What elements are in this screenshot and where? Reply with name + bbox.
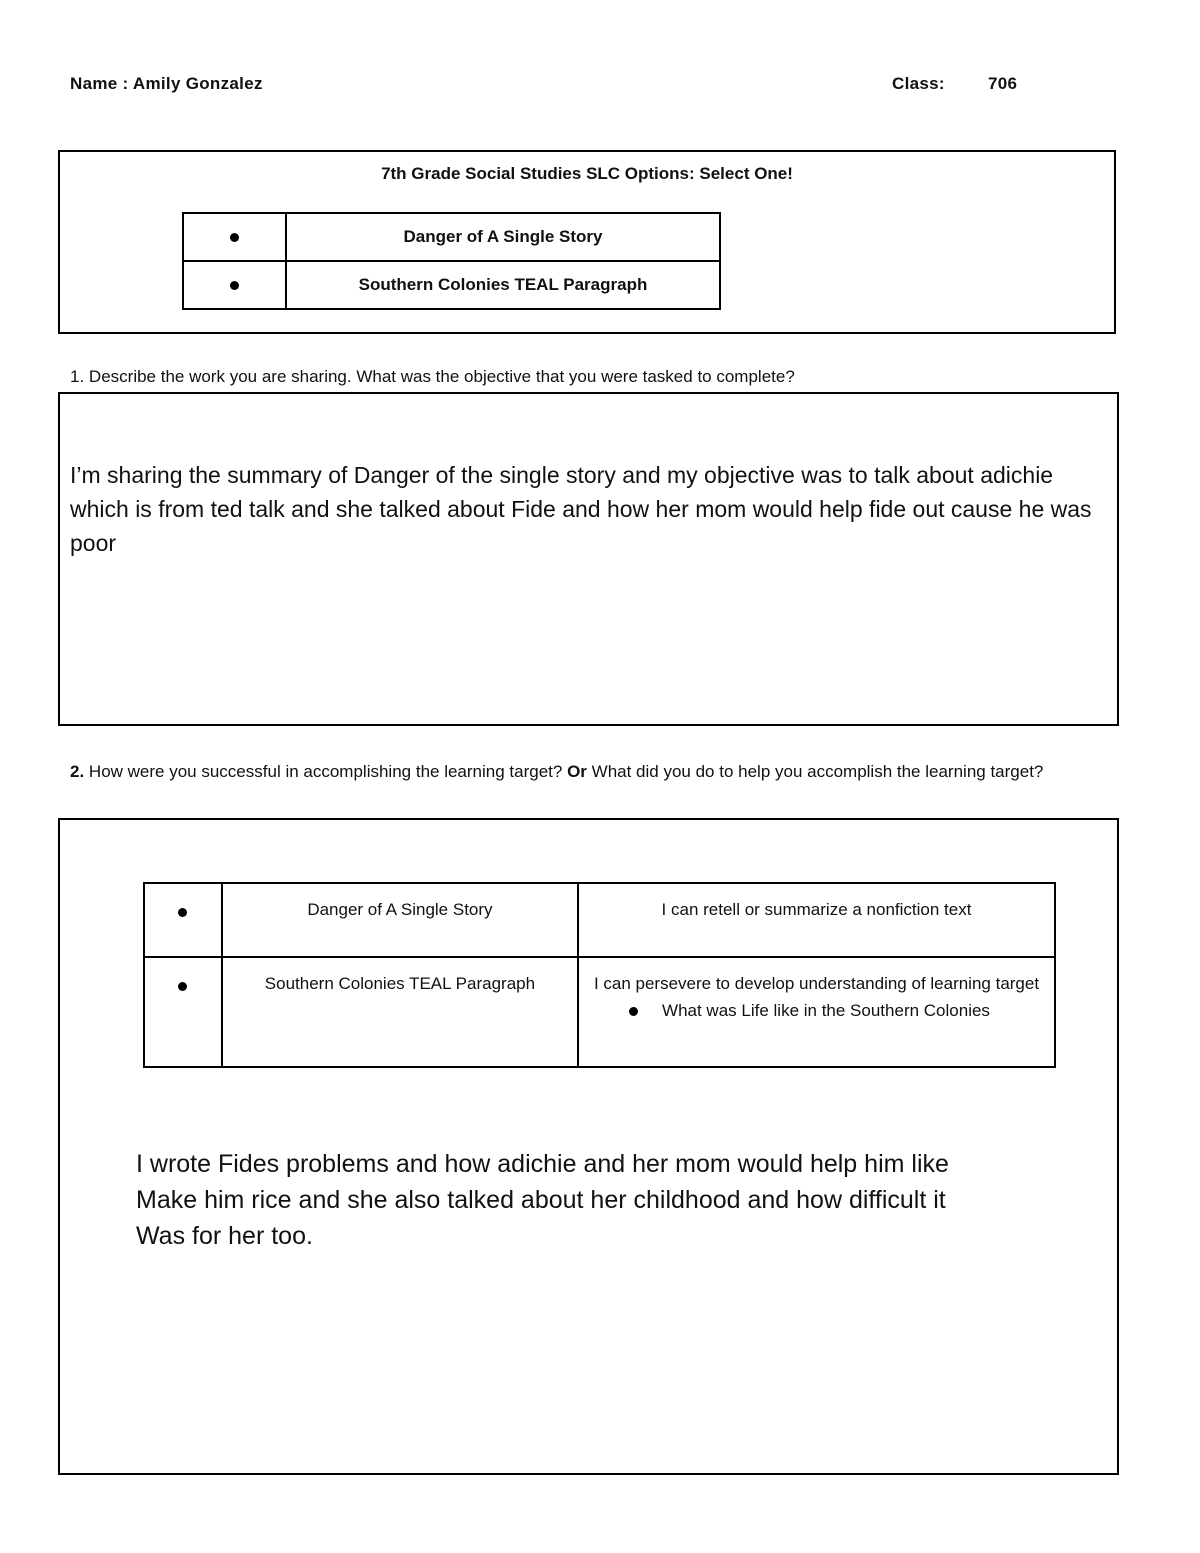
answer-2-text <box>136 1146 1096 1254</box>
target-cell: I can retell or summarize a nonfiction text <box>578 883 1055 957</box>
student-name <box>70 74 263 94</box>
sub-bullet-item <box>585 997 1048 1024</box>
learning-target-table <box>143 882 1056 1068</box>
or-word: Or <box>567 762 587 781</box>
bullet-cell <box>144 883 222 957</box>
target-cell <box>578 957 1055 1067</box>
answer-2-line: Was for her too. <box>136 1222 313 1250</box>
option-label: Southern Colonies TEAL Paragraph <box>286 261 720 309</box>
options-title: 7th Grade Social Studies SLC Options: Select One! <box>381 164 793 183</box>
option-bullet-cell <box>183 261 286 309</box>
option-cell: Danger of A Single Story <box>222 883 578 957</box>
answer-2-line: I wrote Fides problems and how adichie and her mom would help him like <box>136 1150 949 1178</box>
question-1 <box>70 361 1120 392</box>
option-bullet-cell <box>183 213 286 261</box>
option-label: Danger of A Single Story <box>286 213 720 261</box>
question-2 <box>70 756 1120 787</box>
bullet-icon <box>629 1007 638 1016</box>
option-row[interactable] <box>183 213 720 261</box>
answer-1-text: I’m sharing the summary of Danger of the single story and my objective was to talk about adichie which is from ted talk and she talked about Fide and how her mom would help fide out cause he was poor <box>70 462 1092 556</box>
bullet-icon <box>178 908 187 917</box>
option-row[interactable] <box>183 261 720 309</box>
bullet-icon <box>178 982 187 991</box>
answer-2-line: Make him rice and she also talked about her childhood and how difficult it <box>136 1186 946 1214</box>
class-value: 706 <box>988 74 1018 93</box>
table-row <box>144 957 1055 1067</box>
class-label: Class: <box>892 74 945 93</box>
table-row <box>144 883 1055 957</box>
option-cell: Southern Colonies TEAL Paragraph <box>222 957 578 1067</box>
sub-bullet-text: What was Life like in the Southern Colonies <box>662 1001 990 1020</box>
name-value: Amily Gonzalez <box>132 74 263 93</box>
options-table <box>182 212 721 310</box>
question-text: Describe the work you are sharing. What was the objective that you were tasked to complete? <box>88 367 795 386</box>
question-text-part1: How were you successful in accomplishing the learning target? <box>88 762 563 781</box>
target-text: I can persevere to develop understanding of learning target <box>593 974 1040 993</box>
bullet-icon <box>230 281 239 290</box>
bullet-cell <box>144 957 222 1067</box>
question-number: 2. <box>70 762 85 781</box>
bullet-icon <box>230 233 239 242</box>
name-label: Name : <box>70 74 129 93</box>
question-text-part2: What did you do to help you accomplish the learning target? <box>591 762 1044 781</box>
question-number: 1. <box>70 367 85 386</box>
